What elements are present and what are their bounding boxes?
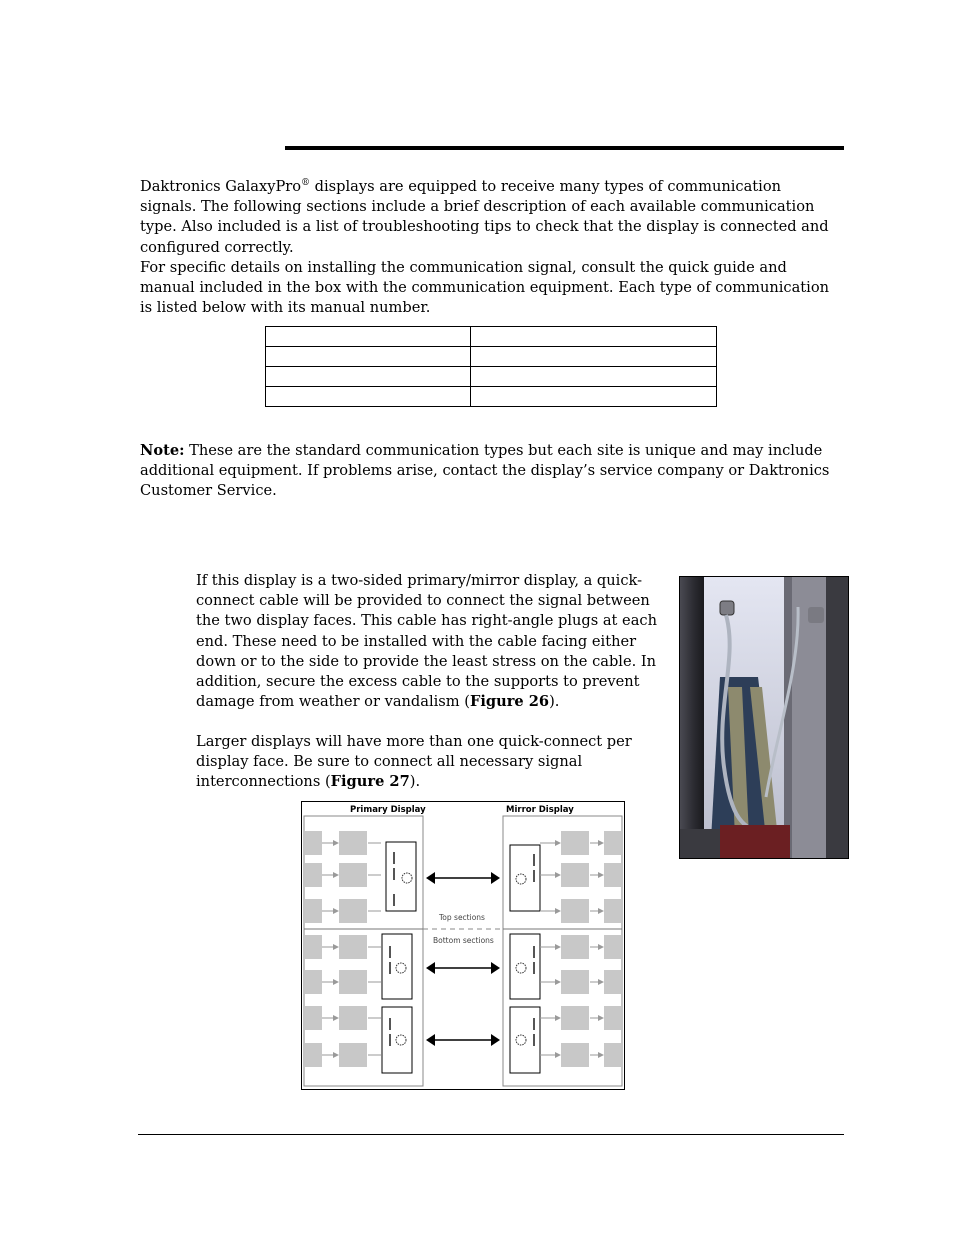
primary-top-controller	[386, 842, 416, 911]
header-rule	[285, 146, 844, 150]
display-module	[604, 935, 621, 959]
bottom-sections-label: Bottom sections	[433, 936, 494, 945]
quick-connect-cables	[426, 872, 500, 1046]
display-module	[561, 935, 589, 959]
footer-rule	[138, 1134, 844, 1135]
display-module	[561, 863, 589, 887]
display-module	[305, 899, 322, 923]
display-module	[604, 970, 621, 994]
display-module	[305, 863, 322, 887]
display-module	[339, 863, 367, 887]
display-module	[604, 1043, 621, 1067]
top-sections-label: Top sections	[439, 913, 485, 922]
manual-number-table	[265, 326, 717, 407]
display-module	[604, 899, 621, 923]
primary-display-label: Primary Display	[350, 805, 426, 815]
display-module	[305, 1006, 322, 1030]
display-module	[339, 831, 367, 855]
table-row	[266, 367, 717, 387]
display-module	[339, 970, 367, 994]
display-module	[305, 1043, 322, 1067]
display-module	[305, 831, 322, 855]
mirror-bottom-controller	[510, 1007, 540, 1073]
display-module	[339, 1043, 367, 1067]
display-module	[604, 831, 621, 855]
table-row	[266, 387, 717, 407]
primary-mirror-diagram	[301, 801, 625, 1090]
display-module	[561, 831, 589, 855]
intro-paragraph: Daktronics GalaxyPro® displays are equipped to receive many types of communication signals. The following sections include a brief description of each available communication type. Also included is a list of troubleshooting tips to check that the display is connected and configured correctly.	[140, 178, 829, 256]
display-module	[561, 1006, 589, 1030]
table-row	[266, 327, 717, 347]
display-module	[305, 935, 322, 959]
display-module	[339, 1006, 367, 1030]
display-module	[305, 970, 322, 994]
cable-photo-image	[680, 577, 848, 858]
mirror-paragraph: If this display is a two-sided primary/mirror display, a quick-connect cable will be provided to connect the signal between the two display faces. This cable has right-angle plugs at each end. These need to be installed with the cable facing either down or to the side to provide the least stress on the cable. In addition, secure the excess cable to the supports to prevent damage from weather or vandalism (Figure 26).	[196, 572, 657, 711]
primary-bottom-controller	[382, 1007, 412, 1073]
quick-connect-paragraph: Larger displays will have more than one quick-connect per display face. Be sure to connect all necessary signal interconnections (Figure 27).	[196, 733, 632, 791]
display-module	[604, 1006, 621, 1030]
table-row	[266, 347, 717, 367]
mirror-top-controller	[510, 845, 540, 911]
display-module	[561, 899, 589, 923]
details-paragraph: For specific details on installing the communication signal, consult the quick guide and manual included in the box with the communication equipment. Each type of communication is listed below with its manual number.	[140, 259, 829, 317]
quick-connect-cable-photo	[679, 576, 849, 859]
primary-mid-controller	[382, 934, 412, 999]
display-module	[339, 935, 367, 959]
mirror-display-label: Mirror Display	[506, 805, 574, 815]
mirror-mid-controller	[510, 934, 540, 999]
display-module	[561, 970, 589, 994]
display-module	[561, 1043, 589, 1067]
display-module	[604, 863, 621, 887]
note-paragraph: Note: These are the standard communication types but each site is unique and may include additional equipment. If problems arise, contact the display’s service company or Daktronics Customer Service.	[140, 442, 830, 500]
display-module	[339, 899, 367, 923]
